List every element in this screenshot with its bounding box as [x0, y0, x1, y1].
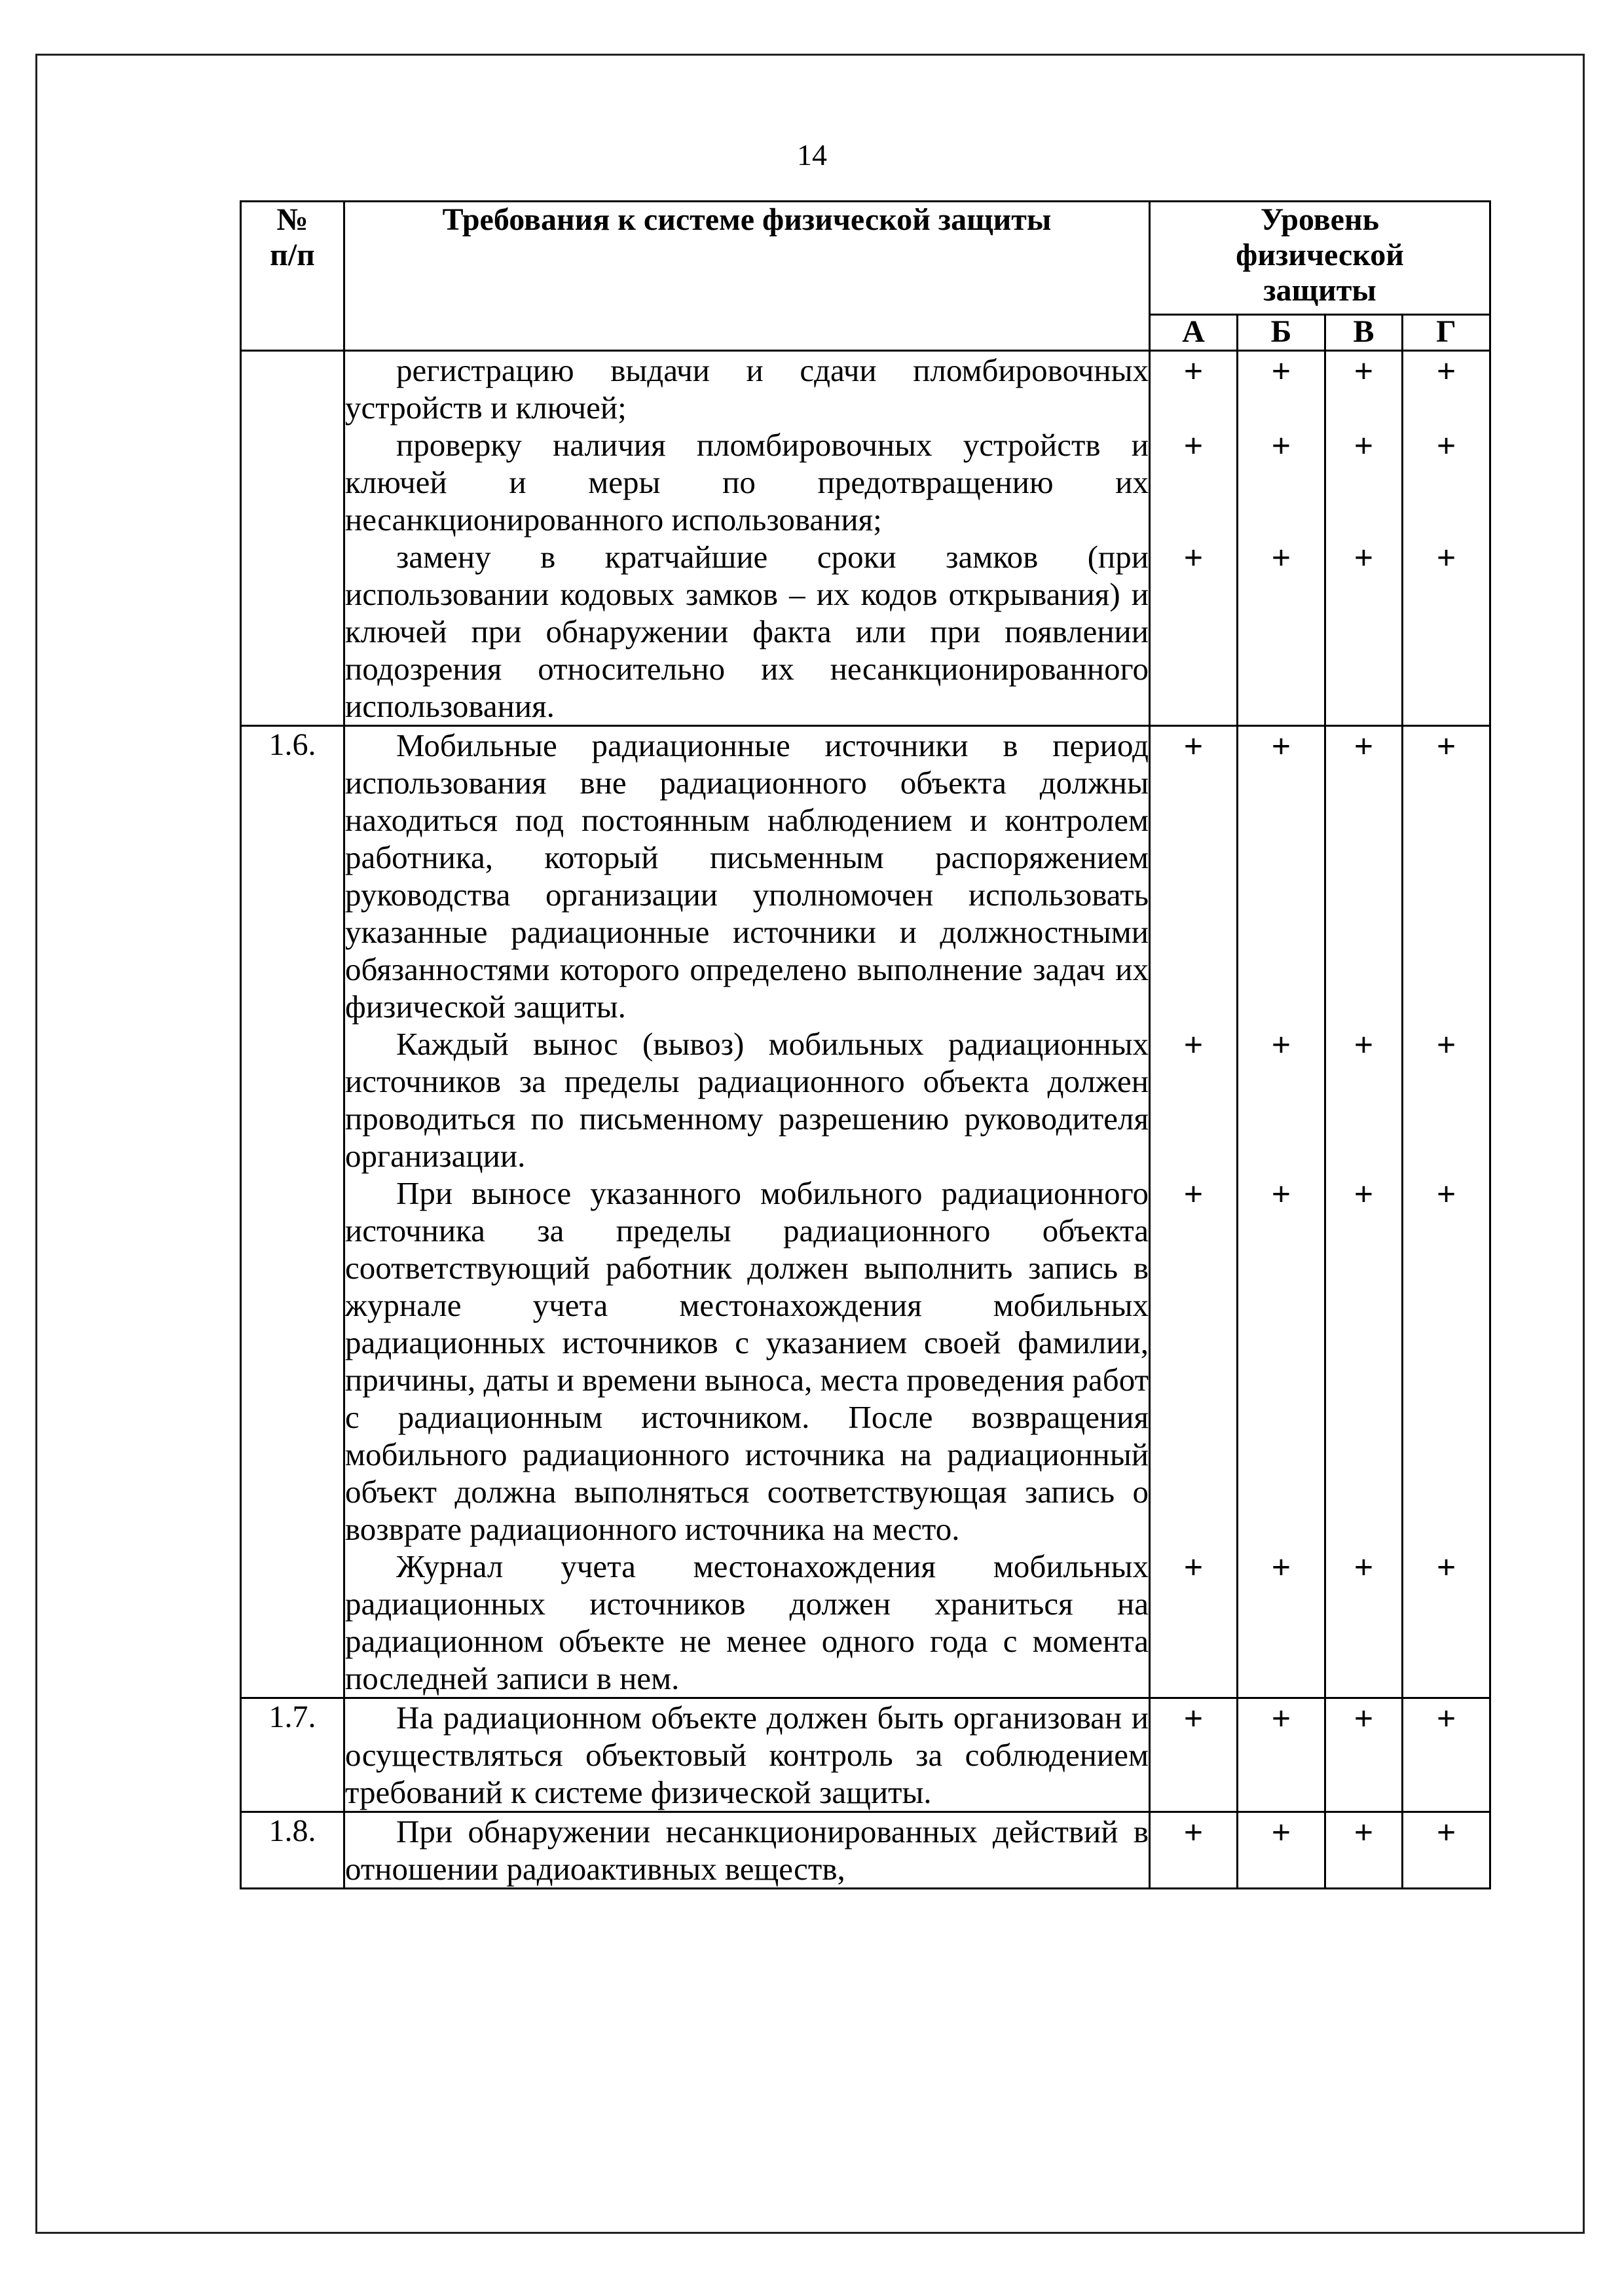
- level-mark: +: [1271, 1813, 1291, 1851]
- level-mark: +: [1436, 352, 1456, 390]
- level-mark: +: [1183, 427, 1204, 465]
- level-mark: +: [1271, 1026, 1291, 1064]
- header-level-a: А: [1150, 315, 1238, 351]
- requirement-text-cell: [344, 1812, 1150, 1889]
- header-level-g: Г: [1403, 315, 1490, 351]
- requirement-paragraph: На радиационном объекте должен быть организован и осуществляться объектовый контроль за соблюдением требований к системе физической защиты.: [345, 1700, 1149, 1810]
- level-mark: +: [1354, 539, 1374, 577]
- header-num-line1: №: [276, 202, 308, 237]
- level-mark: +: [1183, 727, 1204, 765]
- header-level-line1: Уровень: [1260, 202, 1380, 237]
- level-mark: +: [1354, 352, 1374, 390]
- requirement-paragraph: Мобильные радиационные источники в период использования вне радиационного объекта должны находиться под постоянным наблюдением и контролем работника, который письменным распоряжением руководства организации уполномочен использовать указанные радиационные источники и должностными обязанностями которого определено выполнение задач их физической защиты.: [345, 727, 1149, 1025]
- level-g-cell: [1403, 1812, 1490, 1889]
- row-number: 1.8.: [241, 1812, 344, 1889]
- requirement-paragraph: замену в кратчайшие сроки замков (при использовании кодовых замков – их кодов открывания) и ключей при обнаружении факта или при появлении подозрения относительно их несанкционированного использования.: [345, 539, 1149, 724]
- level-b-cell: [1238, 1812, 1325, 1889]
- requirement-paragraph: При выносе указанного мобильного радиационного источника за пределы радиационного объекта соответствующий работник должен выполнить запись в журнале учета местонахождения мобильных радиационных источников с указанием своей фамилии, причины, даты и времени выноса, места проведения работ с радиационным источником. После возвращения мобильного радиационного источника на радиационный объект должна выполняться соответствующая запись о возврате радиационного источника на место.: [345, 1175, 1149, 1547]
- level-mark: +: [1354, 727, 1374, 765]
- level-v-cell: [1325, 1698, 1403, 1812]
- header-level-line3: защиты: [1263, 273, 1376, 308]
- level-mark: +: [1271, 427, 1291, 465]
- level-g-cell: [1403, 351, 1490, 726]
- requirement-paragraph: проверку наличия пломбировочных устройств и ключей и меры по предотвращению их несанкционированного использования;: [345, 427, 1149, 538]
- requirement-paragraph: регистрацию выдачи и сдачи пломбировочных устройств и ключей;: [345, 352, 1149, 426]
- level-mark: +: [1436, 1813, 1456, 1851]
- level-mark: +: [1436, 1175, 1456, 1213]
- level-a-cell: [1150, 351, 1238, 726]
- level-b-cell: [1238, 726, 1325, 1698]
- requirement-text-cell: [344, 726, 1150, 1698]
- row-number: 1.7.: [241, 1698, 344, 1812]
- level-mark: +: [1354, 1026, 1374, 1064]
- requirement-paragraph: При обнаружении несанкционированных действий в отношении радиоактивных веществ,: [345, 1813, 1149, 1887]
- header-level: [1150, 202, 1490, 315]
- requirement-paragraph: Журнал учета местонахождения мобильных радиационных источников должен храниться на радиационном объекте не менее одного года с момента последней записи в нем.: [345, 1548, 1149, 1696]
- level-mark: +: [1271, 1700, 1291, 1738]
- level-g-cell: [1403, 726, 1490, 1698]
- level-mark: +: [1271, 539, 1291, 577]
- level-v-cell: [1325, 351, 1403, 726]
- header-num: [241, 202, 344, 351]
- level-mark: +: [1354, 1700, 1374, 1738]
- level-mark: +: [1271, 352, 1291, 390]
- level-v-cell: [1325, 1812, 1403, 1889]
- level-mark: +: [1354, 1175, 1374, 1213]
- level-mark: +: [1436, 427, 1456, 465]
- level-a-cell: [1150, 1812, 1238, 1889]
- level-mark: +: [1183, 539, 1204, 577]
- level-a-cell: [1150, 726, 1238, 1698]
- row-number: 1.6.: [241, 726, 344, 1698]
- level-mark: +: [1271, 727, 1291, 765]
- page-number: 14: [797, 138, 827, 172]
- level-mark: +: [1354, 427, 1374, 465]
- level-mark: +: [1183, 1813, 1204, 1851]
- level-b-cell: [1238, 351, 1325, 726]
- table-row: [241, 351, 1490, 726]
- level-mark: +: [1183, 1026, 1204, 1064]
- level-mark: +: [1436, 1548, 1456, 1586]
- level-mark: +: [1436, 1026, 1456, 1064]
- level-mark: +: [1436, 539, 1456, 577]
- level-mark: +: [1354, 1548, 1374, 1586]
- level-mark: +: [1183, 1548, 1204, 1586]
- table-body: [241, 351, 1490, 1889]
- header-level-v: В: [1325, 315, 1403, 351]
- level-mark: +: [1183, 1175, 1204, 1213]
- level-mark: +: [1354, 1813, 1374, 1851]
- level-mark: +: [1271, 1175, 1291, 1213]
- header-level-line2: физической: [1236, 238, 1404, 272]
- level-b-cell: [1238, 1698, 1325, 1812]
- header-num-line2: п/п: [270, 238, 315, 272]
- header-requirements: Требования к системе физической защиты: [344, 202, 1150, 351]
- level-g-cell: [1403, 1698, 1490, 1812]
- level-mark: +: [1436, 727, 1456, 765]
- level-mark: +: [1436, 1700, 1456, 1738]
- header-level-b: Б: [1238, 315, 1325, 351]
- table-row: [241, 1812, 1490, 1889]
- level-a-cell: [1150, 1698, 1238, 1812]
- requirement-text-cell: [344, 351, 1150, 726]
- level-v-cell: [1325, 726, 1403, 1698]
- requirement-text-cell: [344, 1698, 1150, 1812]
- level-mark: +: [1183, 352, 1204, 390]
- requirement-paragraph: Каждый вынос (вывоз) мобильных радиационных источников за пределы радиационного объекта должен проводиться по письменному разрешению руководителя организации.: [345, 1026, 1149, 1174]
- row-number: [241, 351, 344, 726]
- requirements-table: [240, 200, 1491, 1889]
- level-mark: +: [1183, 1700, 1204, 1738]
- table-row: [241, 726, 1490, 1698]
- level-mark: +: [1271, 1548, 1291, 1586]
- table-row: [241, 1698, 1490, 1812]
